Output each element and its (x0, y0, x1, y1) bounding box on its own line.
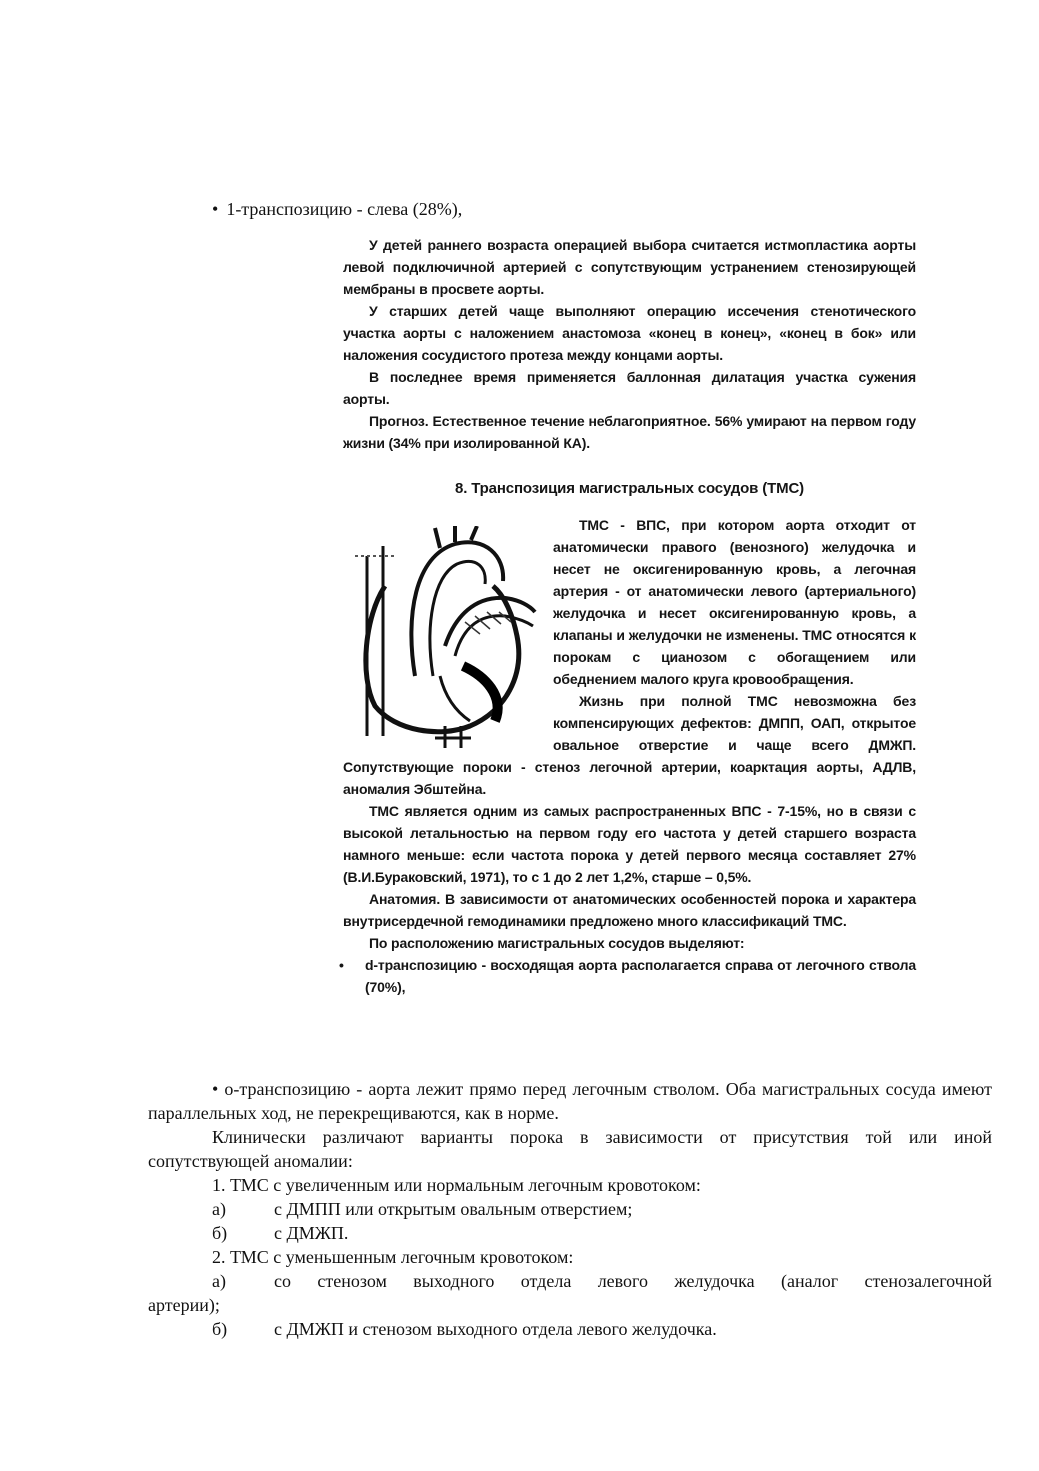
list-item-1: 1. ТМС с увеличенным или нормальным легочным кровотоком: (212, 1175, 701, 1195)
list-item-text: 1-транспозицию - слева (28%), (226, 199, 463, 219)
paragraph-prognosis (343, 410, 916, 454)
subitem-text: с ДМЖП. (274, 1223, 349, 1243)
paragraph-compensating-defects: Жизнь при полной ТМС невозможна без компенсирующих дефектов: ДМПП, ОАП, открытое овальное отверстие и чаще всего ДМЖП. Сопутствующие пороки - стеноз легочной артерии, коарктация аорты, АДЛВ, аномалия Эбштейна. (343, 693, 916, 797)
paragraph-tms-definition: ТМС - ВПС, при котором аорта отходит от анатомически правого (венозного) желудочка и несет не оксигенированную кровь, а легочная артерия - от анатомически левого (артериального) желудочка и несет оксигенированную кровь, а клапаны и желудочки не изменены. ТМС относятся к порокам с цианозом с обогащением или обеднением малого круга кровообращения. (553, 517, 916, 687)
list-subitem-2a (148, 1269, 992, 1317)
list-subitem-2b (148, 1317, 992, 1341)
list-item-text: d-транспозицию - восходящая аорта располагается справа от легочного ствола (70%), (365, 957, 916, 995)
prognosis-label: Прогноз. (369, 413, 429, 429)
bullet-glyph: • (339, 957, 344, 973)
heart-transposition-diagram (345, 526, 541, 748)
section-heading: 8. Транспозиция магистральных сосудов (ТМС) (455, 480, 804, 497)
subitem-label: а) (212, 1271, 226, 1291)
list-item-2: 2. ТМС с уменьшенным легочным кровотоком: (212, 1247, 574, 1267)
list-subitem-1a (148, 1197, 992, 1221)
list-item-d-transposition (339, 954, 916, 998)
scanned-text-block (339, 234, 916, 998)
list-item-l-transposition (212, 197, 462, 221)
subitem-text: со стенозом выходного отдела левого желудочка (аналог стенозалегочной (274, 1271, 992, 1291)
paragraph-o-transposition: • о-транспозицию - аорта лежит прямо перед легочным стволом. Оба магистральных сосуда имеют параллельных ход, не перекрещиваются, как в норме. (148, 1079, 992, 1123)
paragraph-balloon-dilation: В последнее время применяется баллонная дилатация участка сужения аорты. (343, 369, 916, 407)
bullet-glyph: • (212, 199, 219, 219)
paragraph-vessel-position: По расположению магистральных сосудов выделяют: (369, 935, 745, 951)
list-subitem-1b (148, 1221, 992, 1245)
subitem-text: с ДМЖП и стенозом выходного отдела левого желудочка. (274, 1319, 717, 1339)
anatomy-label: Анатомия. (369, 891, 441, 907)
subitem-label: б) (212, 1223, 228, 1243)
paragraph-anatomy (343, 888, 916, 932)
typed-text-block (148, 1077, 992, 1341)
subitem-label: б) (212, 1319, 228, 1339)
paragraph-clinical-variants: Клинически различают варианты порока в зависимости от присутствия той или иной сопутствующей аномалии: (148, 1127, 992, 1171)
paragraph-prevalence: ТМС является одним из самых распространенных ВПС - 7-15%, но в связи с высокой летальностью на первом году его частота у детей старшего возраста намного меньше: если частота порока у детей первого месяца составляет 27% (В.И.Бураковский, 1971), то с 1 до 2 лет 1,2%, старше – 0,5%. (343, 803, 916, 885)
prognosis-text: Естественное течение неблагоприятное. 56% умирают на первом году жизни (34% при изолированной КА). (343, 413, 916, 451)
subitem-label: а) (212, 1199, 226, 1219)
figure-section (343, 514, 916, 800)
paragraph-infant-surgery: У детей раннего возраста операцией выбора считается истмопластика аорты левой подключичной артерией с сопутствующим устранением стенозирующей мембраны в просвете аорты. (343, 237, 916, 297)
subitem-text-continued: артерии); (148, 1295, 220, 1315)
anatomy-text: В зависимости от анатомических особенностей порока и характера внутрисердечной гемодинамики предложено много классификаций ТМС. (343, 891, 916, 929)
subitem-text: с ДМПП или открытым овальным отверстием; (274, 1199, 633, 1219)
paragraph-older-children-surgery: У старших детей чаще выполняют операцию иссечения стенотического участка аорты с наложением анастомоза «конец в конец», «конец в бок» или наложения сосудистого протеза между концами аорты. (343, 303, 916, 363)
